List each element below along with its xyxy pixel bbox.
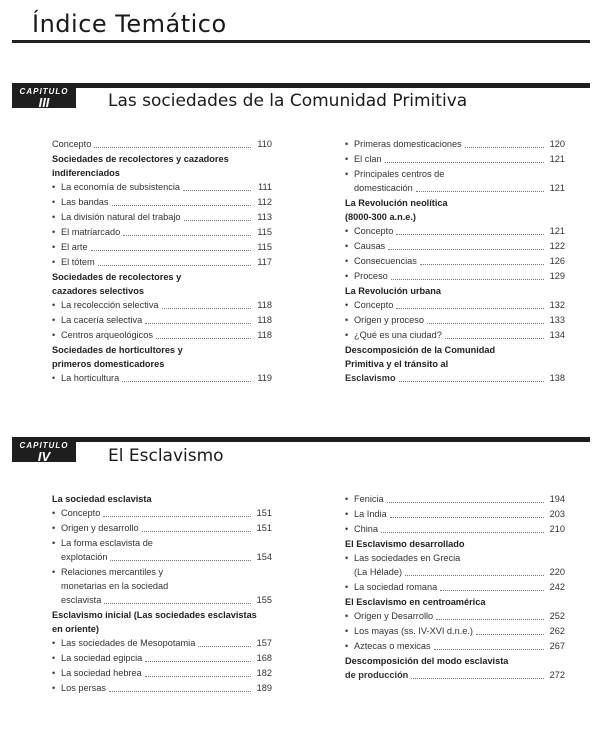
bullet-icon: • (345, 611, 349, 621)
bullet-icon: • (345, 582, 349, 592)
dot-leader (123, 235, 251, 236)
page-number: 115 (257, 227, 272, 237)
bullet-icon: • (345, 641, 349, 651)
index-section-heading: primeros domesticadores (52, 359, 165, 369)
bullet-icon: • (52, 523, 56, 533)
index-entry (345, 580, 565, 595)
index-section-heading: El Esclavismo desarrollado (345, 539, 465, 549)
index-section-heading: Sociedades de recolectores y (52, 272, 182, 282)
index-entry-text: Primeras domesticaciones (354, 139, 462, 149)
index-entry-text: de producción (345, 670, 409, 680)
bullet-icon: • (345, 271, 349, 281)
page-number: 129 (549, 271, 565, 281)
index-section-heading: Esclavismo inicial (Las sociedades esclavistas (52, 610, 257, 620)
dot-leader (122, 381, 251, 382)
page-number: 122 (549, 241, 565, 251)
page-number: 126 (549, 256, 565, 266)
index-entry-text: Fenicia (354, 494, 384, 504)
index-section-heading: Sociedades de horticultores y (52, 345, 183, 355)
dot-leader (98, 265, 251, 266)
page-number: 242 (549, 582, 565, 592)
index-section-heading: La Revolución neolítica (345, 198, 448, 208)
chapter-4-right-column (345, 492, 565, 683)
dot-leader (387, 502, 544, 503)
index-entry-text: Causas (354, 241, 386, 251)
page-title: Índice Temático (32, 10, 227, 38)
page-number: 203 (549, 509, 565, 519)
index-section-heading: La Revolución urbana (345, 286, 441, 296)
dot-leader (110, 560, 251, 561)
index-entry-text: El clan (354, 154, 382, 164)
index-entry-text: explotación (61, 552, 108, 562)
bullet-icon: • (52, 653, 56, 663)
index-entry-line (345, 167, 565, 181)
page-number: 111 (258, 182, 272, 192)
index-entry (345, 624, 565, 639)
dot-leader (104, 603, 251, 604)
dot-leader (391, 279, 544, 280)
index-entry-text: Centros arqueológicos (61, 330, 153, 340)
index-entry (52, 636, 272, 651)
index-entry-text: Las bandas (61, 197, 109, 207)
index-entry-text: esclavista (61, 595, 102, 605)
dot-leader (184, 220, 251, 221)
chapter-badge (12, 86, 76, 108)
dot-leader (411, 678, 544, 679)
dot-leader (103, 516, 251, 517)
index-entry-text: Los persas (61, 683, 106, 693)
index-entry (52, 550, 272, 565)
page-number: 157 (256, 638, 272, 648)
index-entry (52, 506, 272, 521)
index-entry-text: Principales centros de (354, 169, 445, 179)
index-entry (52, 521, 272, 536)
index-section-heading: cazadores selectivos (52, 286, 144, 296)
page-number: 267 (549, 641, 565, 651)
bullet-icon: • (345, 241, 349, 251)
index-entry-text: La sociedad romana (354, 582, 438, 592)
bullet-icon: • (345, 315, 349, 325)
index-entry-line (52, 579, 272, 593)
index-section-heading: La sociedad esclavista (52, 494, 152, 504)
index-entry (345, 239, 565, 254)
index-entry-text: El tótem (61, 257, 95, 267)
dot-leader (396, 234, 544, 235)
bullet-icon: • (345, 300, 349, 310)
dot-leader (385, 162, 544, 163)
dot-leader (427, 323, 544, 324)
index-entry (52, 255, 272, 270)
page-number: 121 (549, 183, 565, 193)
dot-leader (416, 191, 544, 192)
index-entry (345, 269, 565, 284)
page-number: 168 (256, 653, 272, 663)
dot-leader (476, 634, 544, 635)
index-entry (345, 224, 565, 239)
index-entry (345, 254, 565, 269)
index-section-heading: Primitiva y el tránsito al (345, 359, 449, 369)
index-entry-text: La sociedad egipcia (61, 653, 143, 663)
index-entry-text: La recolección selectiva (61, 300, 159, 310)
index-entry-text: Proceso (354, 271, 388, 281)
index-entry-text: La división natural del trabajo (61, 212, 181, 222)
index-entry-text: La India (354, 509, 387, 519)
bullet-icon: • (345, 626, 349, 636)
page-number: 120 (549, 139, 565, 149)
page-number: 138 (549, 373, 565, 383)
chapter-numeral: IV (37, 449, 51, 464)
index-entry-line (345, 551, 565, 565)
index-entry-text: Concepto (354, 300, 394, 310)
index-entry (345, 565, 565, 580)
bullet-icon: • (345, 553, 349, 563)
dot-leader (94, 147, 251, 148)
bullet-icon: • (52, 508, 56, 518)
index-entry (345, 181, 565, 196)
page-number: 121 (549, 226, 565, 236)
index-entry (52, 210, 272, 225)
index-entry-line (52, 565, 272, 579)
chapter-title: Las sociedades de la Comunidad Primitiva (108, 91, 468, 111)
index-entry-text: La sociedad hebrea (61, 668, 142, 678)
index-entry (52, 371, 272, 386)
bullet-icon: • (52, 257, 56, 267)
index-entry-text: domesticación (354, 183, 413, 193)
index-section-heading: Descomposición del modo esclavista (345, 656, 509, 666)
bullet-icon: • (345, 524, 349, 534)
index-section-heading: en oriente) (52, 624, 99, 634)
bullet-icon: • (52, 668, 56, 678)
dot-leader (381, 532, 544, 533)
index-entry (345, 668, 565, 683)
index-section-heading: indiferenciados (52, 168, 120, 178)
index-entry (52, 225, 272, 240)
bullet-icon: • (345, 256, 349, 266)
page-number: 119 (257, 373, 272, 383)
page-number: 112 (257, 197, 272, 207)
index-entry (345, 609, 565, 624)
bullet-icon: • (52, 212, 56, 222)
index-entry (52, 240, 272, 255)
index-entry (345, 328, 565, 343)
page-number: 155 (256, 595, 272, 605)
page-number: 110 (257, 139, 272, 149)
dot-leader (399, 381, 544, 382)
index-entry (345, 639, 565, 654)
index-entry-text: Concepto (354, 226, 394, 236)
index-entry (52, 666, 272, 681)
page-number: 133 (549, 315, 565, 325)
index-entry-text: Concepto (52, 139, 92, 149)
dot-leader (405, 575, 544, 576)
chapter-band (12, 83, 590, 88)
index-entry (52, 137, 272, 152)
index-entry-text: Esclavismo (345, 373, 396, 383)
index-entry-text: (La Hélade) (354, 567, 403, 577)
page-number: 151 (256, 523, 272, 533)
bullet-icon: • (52, 242, 56, 252)
index-entry (52, 593, 272, 608)
index-entry (345, 313, 565, 328)
page-number: 220 (549, 567, 565, 577)
page-number: 252 (549, 611, 565, 621)
chapter-3-left-column (52, 137, 272, 386)
index-entry-text: El arte (61, 242, 88, 252)
chapter-label: CAPITULO (19, 87, 69, 96)
dot-leader (396, 308, 544, 309)
bullet-icon: • (345, 169, 349, 179)
bullet-icon: • (52, 300, 56, 310)
bullet-icon: • (345, 330, 349, 340)
index-section-heading: Descomposición de la Comunidad (345, 345, 496, 355)
page-number: 115 (257, 242, 272, 252)
index-entry-text: Origen y desarrollo (61, 523, 139, 533)
page-number: 121 (549, 154, 565, 164)
page-number: 154 (256, 552, 272, 562)
dot-leader (145, 676, 251, 677)
dot-leader (109, 691, 251, 692)
index-entry (52, 180, 272, 195)
page-number: 189 (256, 683, 272, 693)
bullet-icon: • (52, 227, 56, 237)
chapter-band (12, 437, 590, 442)
dot-leader (156, 338, 251, 339)
index-entry (52, 328, 272, 343)
dot-leader (390, 517, 544, 518)
dot-leader (112, 205, 251, 206)
index-entry (52, 651, 272, 666)
dot-leader (91, 250, 251, 251)
page-number: 118 (257, 300, 272, 310)
dot-leader (445, 338, 544, 339)
index-entry-text: La horticultura (61, 373, 120, 383)
index-entry (52, 313, 272, 328)
index-entry-text: La economía de subsistencia (61, 182, 181, 192)
bullet-icon: • (52, 567, 56, 577)
page-number: 151 (256, 508, 272, 518)
index-entry (345, 137, 565, 152)
index-entry-text: Consecuencias (354, 256, 417, 266)
page-number: 117 (257, 257, 272, 267)
bullet-icon: • (52, 330, 56, 340)
page-number: 118 (257, 315, 272, 325)
index-section-heading: Sociedades de recolectores y cazadores (52, 154, 229, 164)
dot-leader (434, 649, 544, 650)
bullet-icon: • (52, 197, 56, 207)
page-number: 262 (549, 626, 565, 636)
bullet-icon: • (345, 509, 349, 519)
index-entry-text: Aztecas o mexicas (354, 641, 431, 651)
index-entry (345, 522, 565, 537)
bullet-icon: • (345, 226, 349, 236)
dot-leader (198, 646, 251, 647)
chapter-numeral: III (38, 95, 50, 110)
dot-leader (142, 531, 251, 532)
index-entry (345, 371, 565, 386)
page-number: 194 (549, 494, 565, 504)
index-entry-text: China (354, 524, 379, 534)
chapter-4-left-column (52, 492, 272, 696)
index-entry (345, 507, 565, 522)
bullet-icon: • (345, 139, 349, 149)
bullet-icon: • (345, 494, 349, 504)
index-entry-text: monetarias en la sociedad (61, 581, 169, 591)
bullet-icon: • (52, 182, 56, 192)
index-section-heading: El Esclavismo en centroamérica (345, 597, 486, 607)
index-entry-text: Origen y Desarrollo (354, 611, 434, 621)
dot-leader (145, 661, 251, 662)
index-entry-text: La forma esclavista de (61, 538, 153, 548)
dot-leader (465, 147, 544, 148)
dot-leader (145, 323, 251, 324)
index-entry-line (52, 536, 272, 550)
index-entry-text: ¿Qué es una ciudad? (354, 330, 442, 340)
index-entry (52, 681, 272, 696)
bullet-icon: • (52, 683, 56, 693)
dot-leader (183, 190, 251, 191)
index-entry-text: Las sociedades de Mesopotamia (61, 638, 196, 648)
page-number: 113 (257, 212, 272, 222)
bullet-icon: • (52, 638, 56, 648)
page-number: 118 (257, 330, 272, 340)
index-entry-text: Los mayas (ss. IV-XVI d.n.e.) (354, 626, 473, 636)
page-number: 210 (549, 524, 565, 534)
index-entry-text: Las sociedades en Grecia (354, 553, 461, 563)
chapter-3-right-column (345, 137, 565, 386)
page-number: 132 (549, 300, 565, 310)
page-number: 272 (549, 670, 565, 680)
page-number: 134 (549, 330, 565, 340)
index-entry-text: Origen y proceso (354, 315, 424, 325)
index-entry (345, 152, 565, 167)
bullet-icon: • (52, 373, 56, 383)
index-entry (345, 492, 565, 507)
dot-leader (440, 590, 544, 591)
index-entry (52, 195, 272, 210)
index-section-heading: (8000-300 a.n.e.) (345, 212, 416, 222)
bullet-icon: • (52, 315, 56, 325)
index-entry (345, 298, 565, 313)
chapter-title: El Esclavismo (108, 446, 224, 466)
index-entry-text: La cacería selectiva (61, 315, 143, 325)
dot-leader (388, 249, 544, 250)
dot-leader (420, 264, 544, 265)
bullet-icon: • (345, 154, 349, 164)
page-number: 182 (256, 668, 272, 678)
chapter-badge (12, 440, 76, 462)
bullet-icon: • (52, 538, 56, 548)
chapter-label: CAPITULO (19, 441, 69, 450)
index-entry-text: Relaciones mercantiles y (61, 567, 164, 577)
title-rule (12, 40, 590, 43)
index-entry (52, 298, 272, 313)
dot-leader (162, 308, 251, 309)
dot-leader (436, 619, 544, 620)
index-entry-text: El matriarcado (61, 227, 121, 237)
index-entry-text: Concepto (61, 508, 101, 518)
